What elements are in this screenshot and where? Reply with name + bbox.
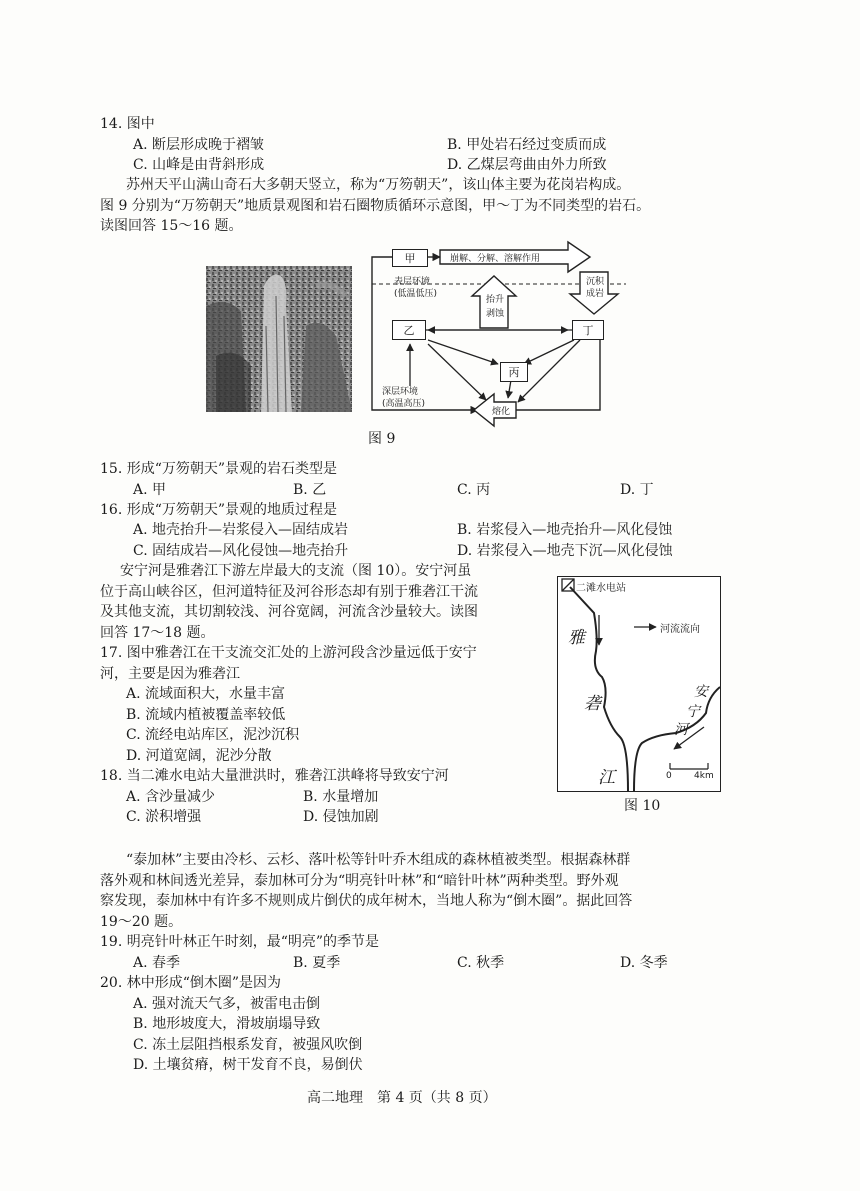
q20-option-c: C. 冻土层阻挡根系发育，被强风吹倒 (133, 1037, 363, 1053)
surface-env-label-2: (低温低压) (394, 289, 438, 299)
q17-stem-line2: 河，主要是因为雅砻江 (100, 666, 240, 682)
intro-19-20-line1: “泰加林”主要由冷杉、云杉、落叶松等针叶乔木组成的森林植被类型。根据森林群 (126, 852, 631, 868)
q14-stem: 14. 图中 (100, 116, 155, 132)
q15-option-d: D. 丁 (620, 482, 654, 498)
q15-stem: 15. 形成“万笏朝天”景观的岩石类型是 (100, 461, 338, 477)
q17-option-a: A. 流域面积大，水量丰富 (126, 686, 286, 702)
q16-option-c: C. 固结成岩—风化侵蚀—地壳抬升 (133, 543, 349, 559)
q18-option-c: C. 淤积增强 (126, 809, 202, 825)
intro-19-20-line2: 落外观和林间透光差异，泰加林可分为“明亮针叶林”和“暗针叶林”两种类型。野外观 (100, 873, 619, 889)
deposition-label-1: 沉积 (586, 277, 605, 287)
q20-option-a: A. 强对流天气多，被雷电击倒 (133, 996, 321, 1012)
q19-option-a: A. 春季 (133, 955, 181, 971)
q20-option-b: B. 地形坡度大，滑坡崩塌导致 (133, 1016, 321, 1032)
scale-zero: 0 (666, 771, 672, 781)
q16-option-b: B. 岩浆侵入—地壳抬升—风化侵蚀 (457, 522, 673, 538)
q20-stem: 20. 林中形成“倒木圈”是因为 (100, 975, 282, 991)
q15-option-b: B. 乙 (293, 482, 327, 498)
scale-km: 4km (694, 771, 714, 781)
river-label-he: 河 (674, 722, 688, 738)
river-label-jiang: 江 (598, 768, 615, 788)
q19-option-b: B. 夏季 (293, 955, 341, 971)
q19-option-d: D. 冬季 (620, 955, 668, 971)
deposition-label-2: 成岩 (586, 289, 605, 299)
q14-option-b: B. 甲处岩石经过变质而成 (447, 137, 607, 153)
q15-option-c: C. 丙 (457, 482, 491, 498)
river-label-ya: 雅 (568, 628, 585, 648)
weathering-label: 崩解、分解、溶解作用 (450, 254, 541, 264)
q18-stem: 18. 当二滩水电站大量泄洪时，雅砻江洪峰将导致安宁河 (100, 768, 449, 784)
q14-option-a: A. 断层形成晚于褶皱 (133, 137, 265, 153)
q15-option-a: A. 甲 (133, 482, 167, 498)
rock-landscape-photo (206, 266, 352, 412)
intro-17-18-line4: 回答 17～18 题。 (100, 625, 215, 641)
q14-option-c: C. 山峰是由背斜形成 (133, 157, 265, 173)
uplift-label-2: 剥蚀 (486, 309, 505, 319)
intro-15-16-line3: 读图回答 15～16 题。 (100, 218, 243, 234)
q19-option-c: C. 秋季 (457, 955, 505, 971)
intro-19-20-line4: 19～20 题。 (100, 914, 183, 930)
q19-stem: 19. 明亮针叶林正午时刻，最“明亮”的季节是 (100, 934, 380, 950)
q18-option-b: B. 水量增加 (303, 789, 379, 805)
deep-env-label-1: 深层环境 (382, 387, 419, 397)
intro-15-16-line2: 图 9 分别为“万笏朝天”地质景观图和岩石圈物质循环示意图，甲～丁为不同类型的岩石。 (100, 198, 651, 214)
intro-19-20-line3: 察发现，泰加林中有许多不规则成片倒伏的成年树木，当地人称为“倒木圈”。据此回答 (100, 893, 633, 909)
q16-option-d: D. 岩浆侵入—地壳下沉—风化侵蚀 (457, 543, 673, 559)
river-label-an: 安 (694, 684, 708, 700)
figure-10-caption: 图 10 (624, 798, 661, 814)
intro-17-18-line2: 位于高山峡谷区，但河道特征及河谷形态却有别于雅砻江干流 (100, 584, 478, 600)
rock-box-yi: 乙 (392, 320, 426, 340)
page-footer: 高二地理 第 4 页（共 8 页） (307, 1090, 497, 1106)
figure-9-caption: 图 9 (368, 431, 396, 447)
river-label-ning: 宁 (686, 704, 700, 720)
river-label-long: 砻 (584, 694, 601, 714)
q16-stem: 16. 形成“万笏朝天”景观的地质过程是 (100, 502, 338, 518)
q16-option-a: A. 地壳抬升—岩浆侵入—固结成岩 (133, 522, 349, 538)
melting-label: 熔化 (492, 407, 511, 417)
q18-option-a: A. 含沙量减少 (126, 789, 216, 805)
rock-box-bing: 丙 (500, 362, 528, 382)
intro-17-18-line1: 安宁河是雅砻江下游左岸最大的支流（图 10）。安宁河虽 (120, 563, 472, 579)
deep-env-label-2: (高温高压) (382, 399, 426, 409)
dam-station-label: 二滩水电站 (576, 583, 626, 594)
surface-env-label-1: 表层环境 (394, 277, 431, 287)
intro-15-16-line1: 苏州天平山满山奇石大多朝天竖立，称为“万笏朝天”，该山体主要为花岗岩构成。 (126, 177, 631, 193)
legend-flow-label: 河流流向 (660, 624, 700, 635)
rock-box-jia: 甲 (392, 249, 428, 267)
q17-option-b: B. 流域内植被覆盖率较低 (126, 707, 286, 723)
rock-box-ding: 丁 (572, 320, 604, 340)
uplift-label-1: 抬升 (486, 295, 505, 305)
q18-option-d: D. 侵蚀加剧 (303, 809, 379, 825)
river-map (557, 576, 721, 792)
q14-option-d: D. 乙煤层弯曲由外力所致 (447, 157, 607, 173)
q17-option-d: D. 河道宽阔，泥沙分散 (126, 748, 272, 764)
intro-17-18-line3: 及其他支流，其切割较浅、河谷宽阔，河流含沙量较大。读图 (100, 604, 478, 620)
q17-option-c: C. 流经电站库区，泥沙沉积 (126, 727, 300, 743)
q17-stem-line1: 17. 图中雅砻江在干支流交汇处的上游河段含沙量远低于安宁 (100, 645, 477, 661)
q20-option-d: D. 土壤贫瘠，树干发育不良，易倒伏 (133, 1057, 363, 1073)
rock-cycle-diagram (368, 240, 630, 430)
